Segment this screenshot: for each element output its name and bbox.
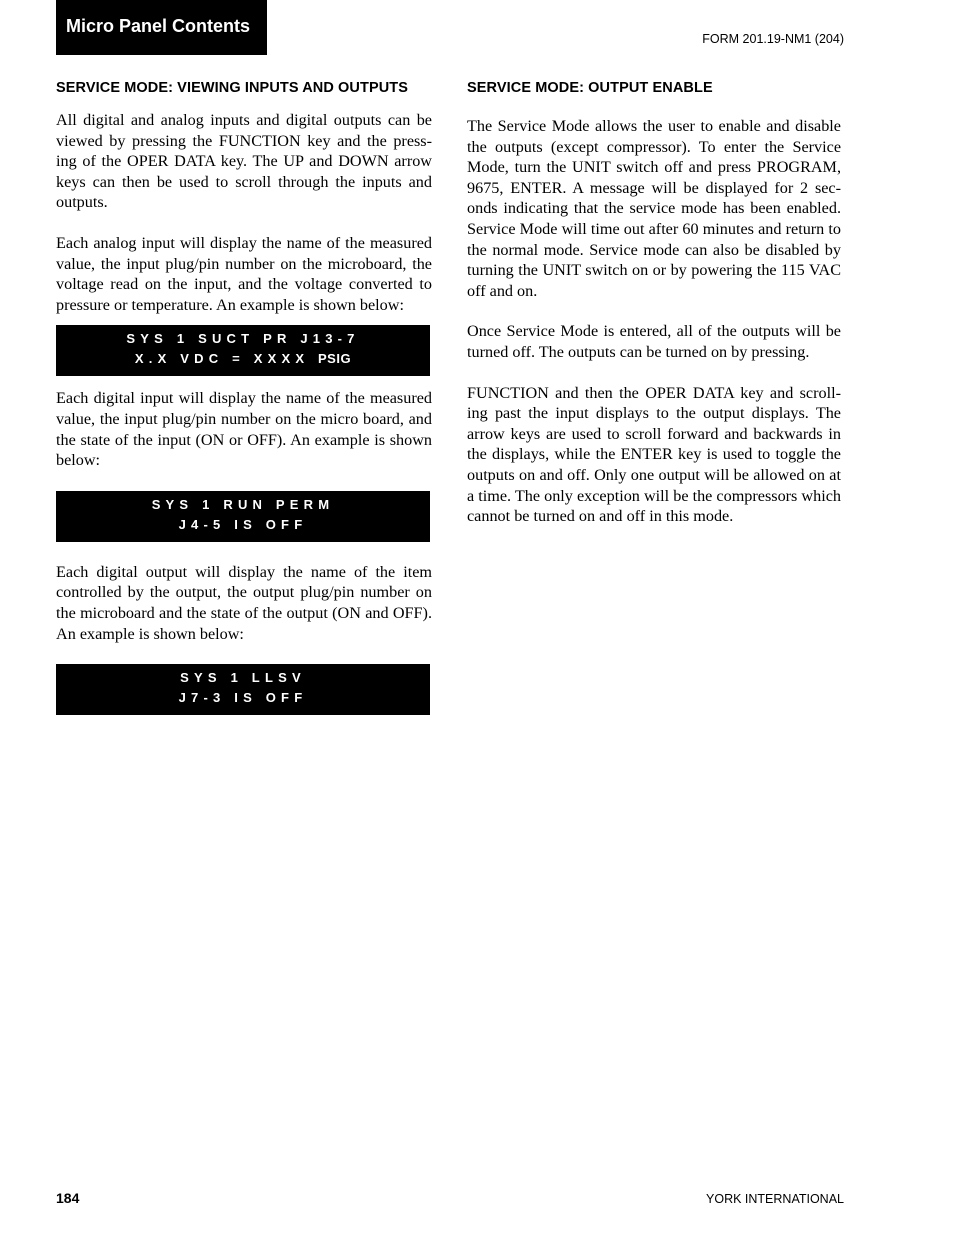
paragraph-digital-output: Each digital output will display the name of the item controlled by the output, the output plug/pin number on the microboard and the state of the output (ON and OFF). An example is shown below: bbox=[56, 562, 432, 643]
company-name: YORK INTERNATIONAL bbox=[706, 1192, 844, 1206]
paragraph-digital-input: Each digital input will display the name of the measured value, the input plug/pin number on the micro board, and the state of the input (ON or OFF). An example is shown below: bbox=[56, 389, 432, 470]
display-example-digital-output bbox=[56, 664, 430, 715]
right-column bbox=[467, 80, 841, 527]
left-column bbox=[56, 80, 432, 715]
display-line-2: J4-5 IS OFF bbox=[178, 516, 308, 532]
display-line-1: SYS 1 LLSV bbox=[180, 670, 306, 686]
form-number: FORM 201.19-NM1 (204) bbox=[702, 32, 844, 46]
display-line-1: SYS 1 SUCT PR J13-7 bbox=[126, 331, 360, 347]
page-number: 184 bbox=[56, 1190, 80, 1206]
section-heading-output-enable: SERVICE MODE: OUTPUT ENABLE bbox=[467, 80, 713, 96]
display-example-analog bbox=[56, 325, 430, 376]
display-unit: PSIG bbox=[318, 351, 352, 367]
paragraph-intro: All digital and analog inputs and digital outputs can be viewed by pressing the FUNCTION key and the press-ing of the OPER DATA key. The UP and DOWN arrow keys can then be used to scroll through the inputs and outputs. bbox=[56, 111, 432, 212]
paragraph-toggle-outputs: FUNCTION and then the OPER DATA key and scroll-ing past the input displays to the output displays. The arrow keys are used to scroll forward and backwards in the displays, while the ENTER key is used to toggle the outputs on and off. Only one output will be allowed on at a time. The only exception will be the compressors which cannot be turned on and off in this mode. bbox=[467, 383, 841, 526]
paragraph-service-mode: The Service Mode allows the user to enable and disable the outputs (except compressor). To enter the Service Mode, turn the UNIT switch off and press PROGRAM, 9675, ENTER. A message will be displayed for 2 sec-onds indicating that the service mode has been enabled. Service Mode will time out after 60 minutes and return to the normal mode. Service mode can also be disabled by turning the UNIT switch on or by powering the 115 VAC off and on. bbox=[467, 117, 841, 300]
paragraph-analog-input: Each analog input will display the name of the measured value, the input plug/pin number on the microboard, the voltage read on the input, and the voltage converted to pressure or temperature. An example is shown below: bbox=[56, 233, 432, 314]
display-line-1: SYS 1 RUN PERM bbox=[151, 496, 335, 512]
section-heading-viewing-io: SERVICE MODE: VIEWING INPUTS AND OUTPUTS bbox=[56, 80, 409, 96]
display-value: X.X VDC = XXXX bbox=[134, 351, 310, 367]
section-tab: Micro Panel Contents bbox=[56, 0, 267, 55]
display-example-digital-input bbox=[56, 491, 430, 542]
paragraph-outputs-off: Once Service Mode is entered, all of the outputs will be turned off. The outputs can be turned on by pressing. bbox=[467, 322, 841, 361]
display-line-2 bbox=[56, 349, 430, 369]
display-line-2: J7-3 IS OFF bbox=[178, 690, 308, 706]
